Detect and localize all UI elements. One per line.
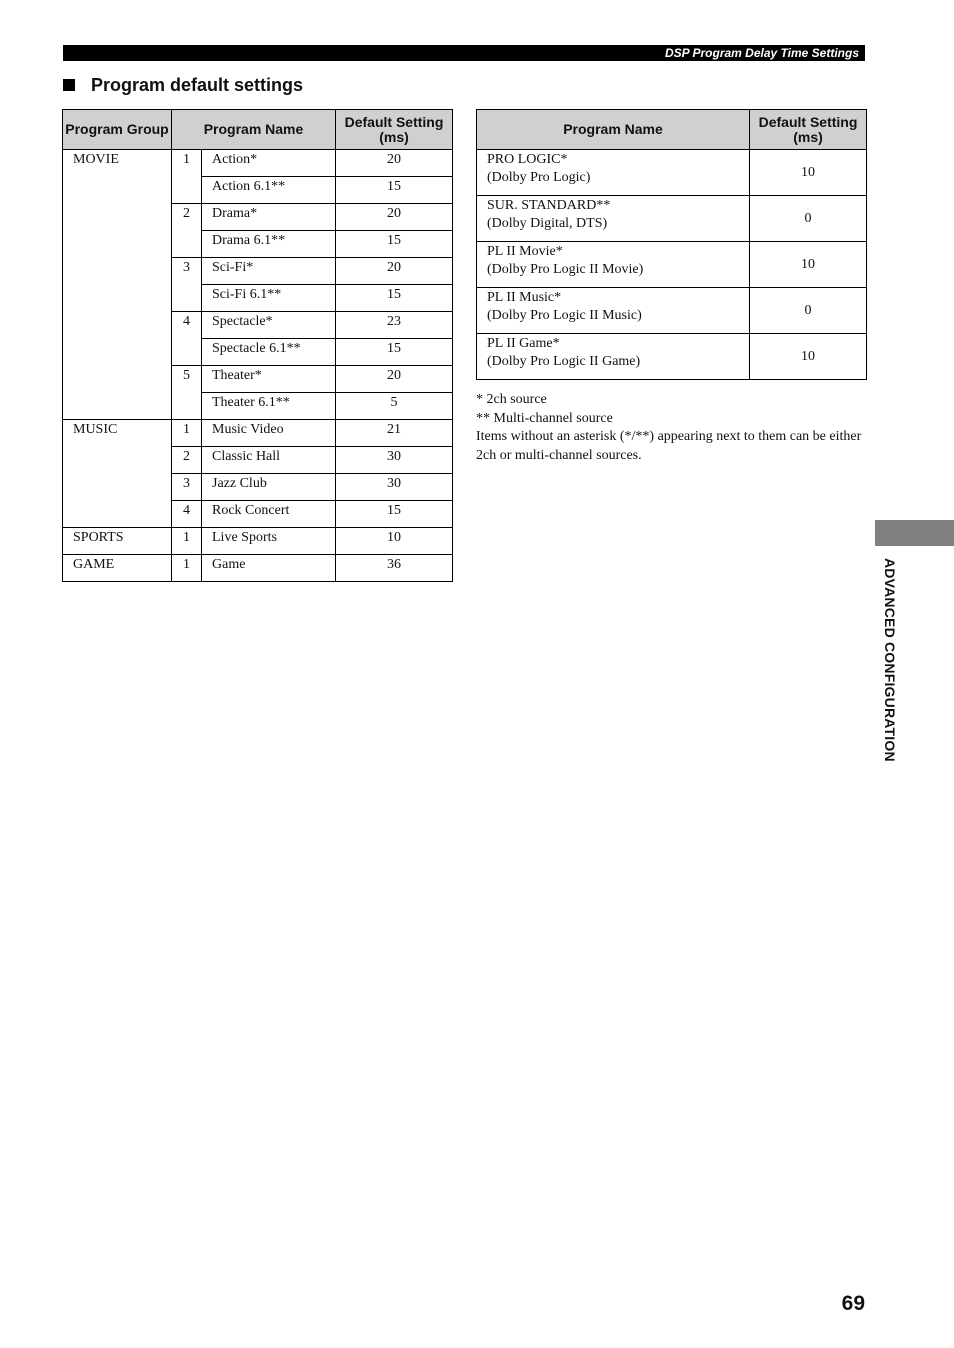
program-group-cell: MUSIC [63, 420, 172, 528]
program-description-line: (Dolby Digital, DTS) [487, 216, 608, 231]
program-name-cell [477, 334, 750, 380]
default-setting-cell: 15 [336, 501, 453, 528]
program-name-cell [477, 150, 750, 196]
program-name-cell: Drama 6.1** [202, 231, 336, 258]
program-number-cell: 1 [172, 150, 202, 204]
program-name-cell [477, 196, 750, 242]
note-items-without-asterisk: Items without an asterisk (*/**) appearing next to them can be either 2ch or multi-channel sources. [476, 429, 862, 463]
table-row [63, 555, 453, 582]
program-name-cell: Drama* [202, 204, 336, 231]
table-row [477, 334, 867, 380]
program-group-table [62, 109, 453, 582]
header-program-name: Program Name [477, 110, 750, 150]
program-number-cell: 4 [172, 312, 202, 366]
default-setting-cell: 36 [336, 555, 453, 582]
program-name-cell: Action* [202, 150, 336, 177]
default-setting-cell: 30 [336, 447, 453, 474]
default-setting-cell: 21 [336, 420, 453, 447]
program-name-line: PRO LOGIC* [487, 152, 568, 167]
running-header [63, 45, 865, 61]
default-setting-cell: 10 [750, 334, 867, 380]
section-title: Program default settings [91, 74, 304, 95]
header-program-group: Program Group [63, 110, 172, 150]
default-setting-cell: 0 [750, 196, 867, 242]
program-number-cell: 5 [172, 366, 202, 420]
program-number-cell: 1 [172, 528, 202, 555]
default-setting-cell: 10 [336, 528, 453, 555]
table-row [477, 150, 867, 196]
note-single-asterisk: * 2ch source [476, 392, 547, 407]
program-description-line: (Dolby Pro Logic II Music) [487, 308, 642, 323]
chapter-tab [875, 520, 954, 546]
program-description-line: (Dolby Pro Logic) [487, 170, 591, 185]
page-number: 69 [841, 1292, 865, 1315]
program-number-cell: 2 [172, 204, 202, 258]
program-number-cell: 4 [172, 501, 202, 528]
program-name-cell: Theater 6.1** [202, 393, 336, 420]
default-setting-cell: 10 [750, 242, 867, 288]
program-name-cell: Game [202, 555, 336, 582]
default-setting-cell: 20 [336, 258, 453, 285]
table-header-row [477, 110, 867, 150]
program-number-cell: 1 [172, 420, 202, 447]
default-setting-cell: 5 [336, 393, 453, 420]
section-heading [63, 73, 303, 97]
running-header-title: DSP Program Delay Time Settings [664, 46, 859, 60]
header-program-name: Program Name [172, 110, 336, 150]
program-name-cell: Classic Hall [202, 447, 336, 474]
program-name-cell: Live Sports [202, 528, 336, 555]
program-name-cell: Spectacle 6.1** [202, 339, 336, 366]
default-setting-cell: 23 [336, 312, 453, 339]
program-name-cell: Spectacle* [202, 312, 336, 339]
program-group-cell: GAME [63, 555, 172, 582]
program-group-cell: SPORTS [63, 528, 172, 555]
default-setting-cell: 10 [750, 150, 867, 196]
default-setting-cell: 15 [336, 231, 453, 258]
header-default-setting: Default Setting (ms) [750, 110, 867, 150]
note-double-asterisk: ** Multi-channel source [476, 410, 613, 426]
program-name-line: PL II Movie* [487, 244, 563, 259]
program-name-line: SUR. STANDARD** [487, 198, 611, 213]
default-setting-cell: 15 [336, 177, 453, 204]
table-row [477, 196, 867, 242]
program-name-cell: Music Video [202, 420, 336, 447]
black-square-icon [63, 79, 75, 91]
footnotes [476, 391, 868, 465]
table-row [63, 150, 453, 177]
table-row [63, 420, 453, 447]
chapter-label: ADVANCED CONFIGURATION [882, 558, 898, 762]
program-name-cell: Sci-Fi* [202, 258, 336, 285]
default-setting-cell: 20 [336, 204, 453, 231]
program-name-cell: Theater* [202, 366, 336, 393]
default-setting-cell: 0 [750, 288, 867, 334]
table-row [477, 242, 867, 288]
program-name-cell: Action 6.1** [202, 177, 336, 204]
program-group-cell: MOVIE [63, 150, 172, 420]
header-default-setting: Default Setting (ms) [336, 110, 453, 150]
default-setting-cell: 30 [336, 474, 453, 501]
table-row [63, 528, 453, 555]
program-description-line: (Dolby Pro Logic II Game) [487, 354, 641, 369]
program-name-cell: Jazz Club [202, 474, 336, 501]
table-header-row [63, 110, 453, 150]
program-name-cell: Sci-Fi 6.1** [202, 285, 336, 312]
program-description-line: (Dolby Pro Logic II Movie) [487, 262, 644, 277]
default-setting-cell: 20 [336, 366, 453, 393]
default-setting-cell: 20 [336, 150, 453, 177]
program-number-cell: 2 [172, 447, 202, 474]
program-name-line: PL II Game* [487, 336, 560, 351]
program-name-cell [477, 288, 750, 334]
program-name-line: PL II Music* [487, 290, 562, 305]
program-name-cell [477, 242, 750, 288]
program-name-cell: Rock Concert [202, 501, 336, 528]
table-row [477, 288, 867, 334]
surround-program-table [476, 109, 867, 380]
program-number-cell: 3 [172, 474, 202, 501]
program-number-cell: 1 [172, 555, 202, 582]
program-number-cell: 3 [172, 258, 202, 312]
default-setting-cell: 15 [336, 339, 453, 366]
default-setting-cell: 15 [336, 285, 453, 312]
